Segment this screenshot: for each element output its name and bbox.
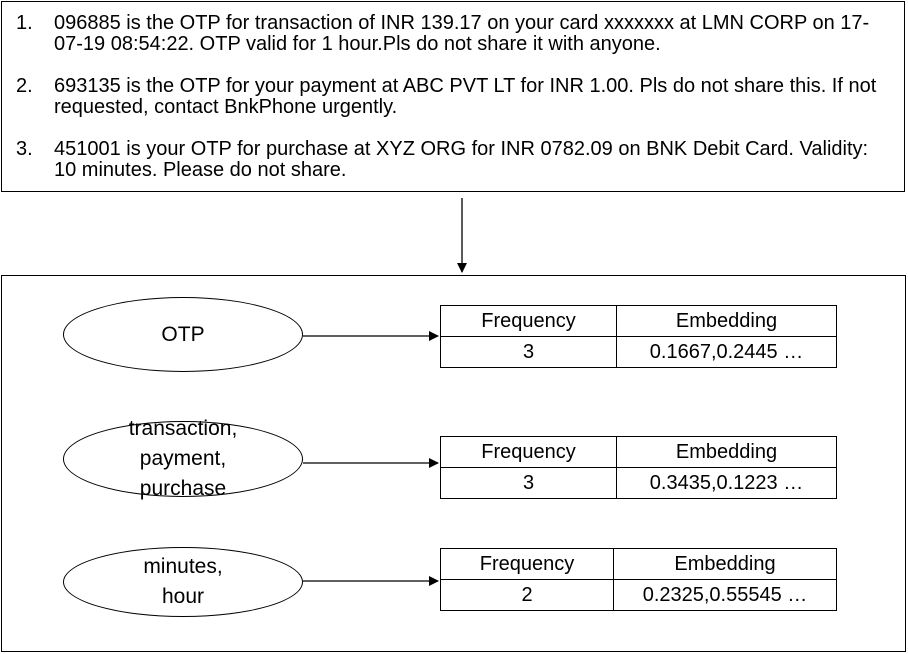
embedding-header: Embedding [617,306,837,337]
table-row [441,580,837,611]
frequency-embedding-table [440,548,837,611]
frequency-header: Frequency [441,549,614,580]
keyword-ellipse-otp [63,297,303,372]
frequency-embedding-table [440,305,837,368]
frequency-header: Frequency [441,437,617,468]
message-number: 2. [16,75,33,97]
message-number: 1. [16,12,33,34]
frequency-header: Frequency [441,306,617,337]
message-text: 096885 is the OTP for transaction of INR 139.17 on your card xxxxxxx at LMN CORP on 17-07-19 08:54:22. OTP valid for 1 hour.Pls do not share it with anyone. [54,12,870,55]
message-number: 3. [16,138,33,160]
frequency-value: 2 [441,580,614,611]
message-text: 693135 is the OTP for your payment at ABC PVT LT for INR 1.00. Pls do not share this. If not requested, contact BnkPhone urgently. [54,75,877,118]
frequency-embedding-table [440,436,837,499]
keyword-label: OTP [161,322,205,346]
embedding-header: Embedding [617,437,837,468]
embedding-header: Embedding [614,549,837,580]
frequency-value: 3 [441,337,617,368]
keyword-ellipse-minutes [63,547,303,617]
table-header-row [441,437,837,468]
embedding-value: 0.1667,0.2445 … [617,337,837,368]
table-row [441,337,837,368]
message-text: 451001 is your OTP for purchase at XYZ ORG for INR 0782.09 on BNK Debit Card. Validity: 10 minutes. Please do not share. [54,138,869,181]
frequency-value: 3 [441,468,617,499]
keyword-ellipse-transaction [63,417,303,500]
embedding-value: 0.3435,0.1223 … [617,468,837,499]
table-header-row [441,306,837,337]
table-header-row [441,549,837,580]
embedding-value: 0.2325,0.55545 … [614,580,837,611]
table-row [441,468,837,499]
keyword-label: transaction, payment, purchase [128,417,238,500]
keyword-label: minutes, hour [143,555,223,608]
